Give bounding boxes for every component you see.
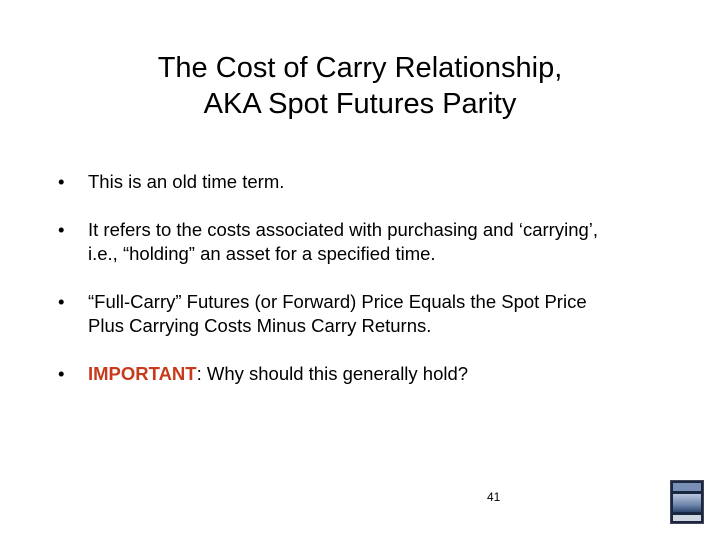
bullet-icon: • [58,363,65,384]
bullet-line: This is an old time term. [88,171,285,192]
bullet-item-2 [58,218,658,266]
bullet-icon: • [58,171,65,192]
bullet-text [88,170,658,194]
book-cover-footer [673,515,701,521]
bullet-line: i.e., “holding” an asset for a specified time. [88,243,436,264]
bullet-line: “Full-Carry” Futures (or Forward) Price Equals the Spot Price [88,291,587,312]
bullet-text [88,290,658,338]
bullet-text [88,218,658,266]
bullet-line: It refers to the costs associated with purchasing and ‘carrying’, [88,219,599,240]
bullet-text [88,363,468,384]
bullet-item-3 [58,290,658,338]
page-number: 41 [487,490,501,504]
bullet-icon: • [58,291,65,312]
bullet-icon: • [58,219,65,240]
important-label: IMPORTANT [88,363,197,384]
slide-title [0,50,720,122]
bullet-rest-text: : Why should this generally hold? [196,363,469,384]
bullet-list [58,170,658,410]
book-cover-header [673,483,701,491]
book-cover-icon [670,480,704,524]
book-cover-art [673,494,701,512]
bullet-line: Plus Carrying Costs Minus Carry Returns. [88,315,432,336]
title-line-2: AKA Spot Futures Parity [203,88,517,120]
title-line-1: The Cost of Carry Relationship, [157,52,563,84]
bullet-item-4 [58,362,658,386]
bullet-item-1 [58,170,658,194]
